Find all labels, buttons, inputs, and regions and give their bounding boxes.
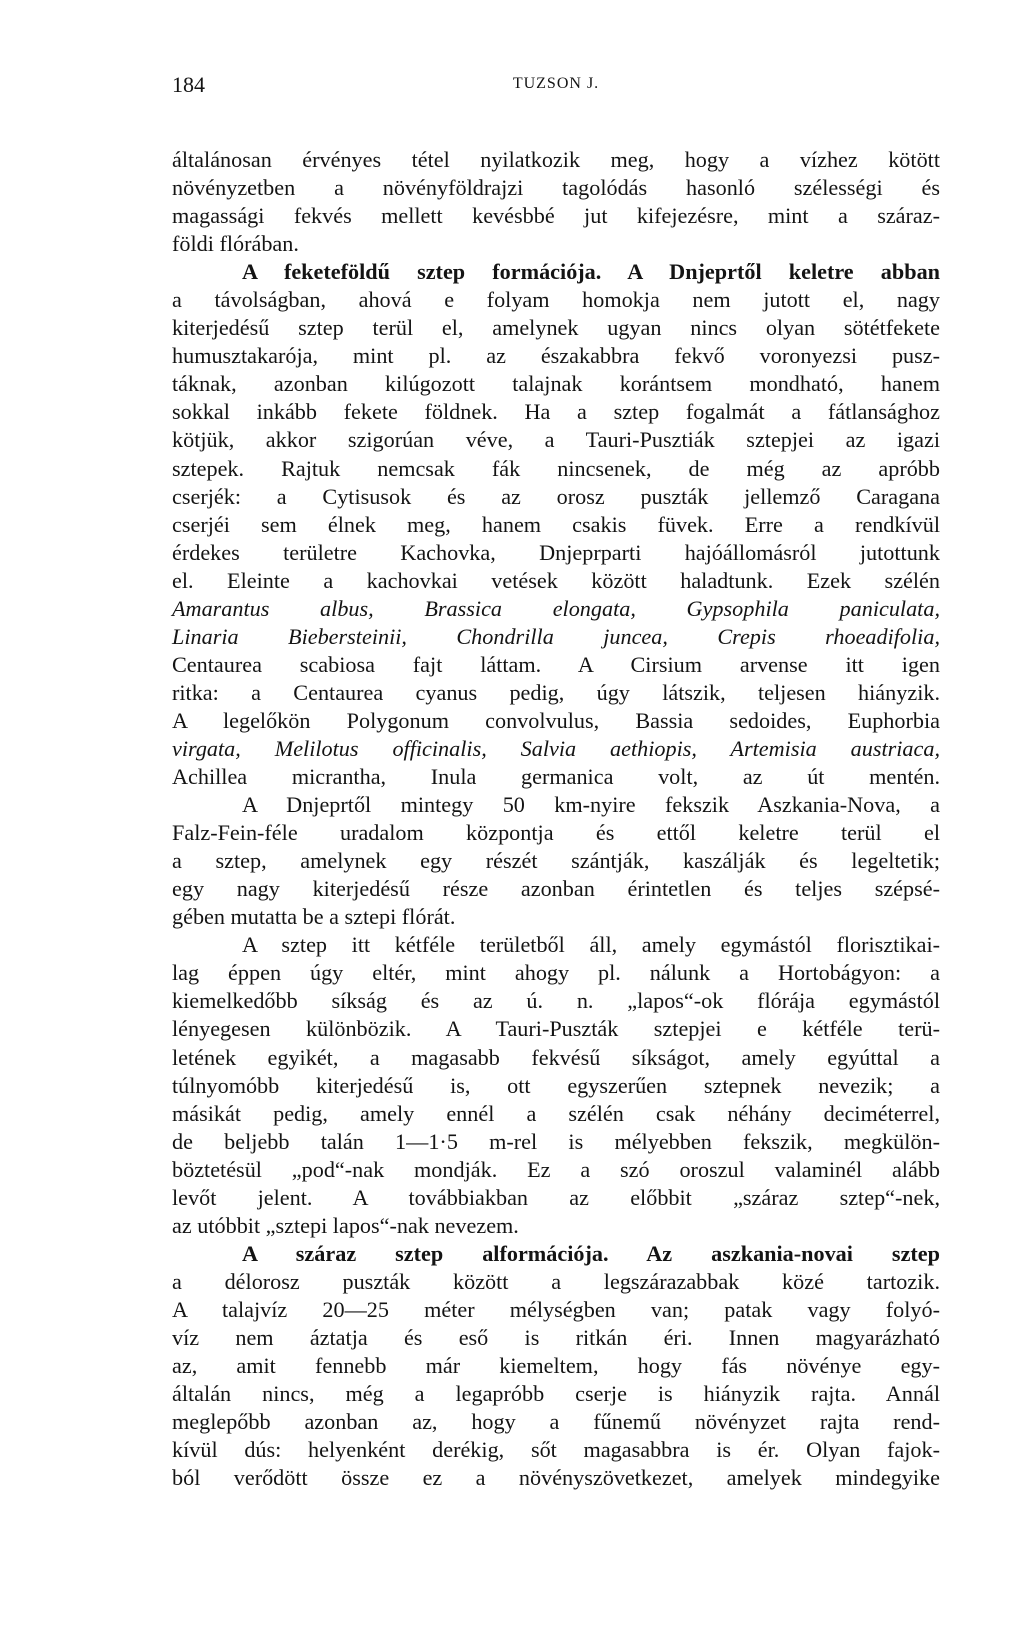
text-line: kívül dús: helyenként derékig, sőt magasabbra is ér. Olyan fajok- [172,1437,940,1463]
text-line: humusztakarója, mint pl. az északabbra fekvő voronyezsi pusz- [172,343,940,369]
text-line: általán nincs, még a legapróbb cserje is hiányzik rajta. Annál [172,1381,940,1407]
text-line: növényzetben a növényföldrajzi tagolódás hasonló szélességi és [172,175,940,201]
section-heading-line: A száraz sztep alformációja. Az aszkania-novai sztep [242,1240,940,1266]
text-line: víz nem áztatja és eső is ritkán éri. Innen magyarázható [172,1324,940,1350]
text-line: virgata, Melilotus officinalis, Salvia aethiopis, Artemisia austriaca, [172,735,940,761]
text-line: gében mutatta be a sztepi flórát. [172,904,456,930]
text-line: ból verődött össze ez a növényszövetkezet, amelyek mindegyike [172,1465,940,1491]
text-line: levőt jelent. A továbbiakban az előbbit „száraz sztep“-nek, [172,1184,940,1210]
text-line: kiemelkedőbb síkság és az ú. n. „lapos“-ok flórája egymástól [172,988,940,1014]
text-line: a sztep, amelynek egy részét szántják, kaszálják és legeltetik; [172,848,940,874]
text-line: az utóbbit „sztepi lapos“-nak nevezem. [172,1212,519,1238]
section-heading-line: A feketeföldű sztep formációja. A Dnjeprtől keletre abban [242,259,940,285]
text-line: de beljebb talán 1—1·5 m-rel is mélyebben fekszik, megkülön- [172,1128,940,1154]
running-head [172,72,940,102]
text-line: A talajvíz 20—25 méter mélységben van; patak vagy folyó- [172,1296,940,1322]
text-line: A Dnjeprtől mintegy 50 km-nyire fekszik Aszkania-Nova, a [242,792,940,818]
text-line: A legelőkön Polygonum convolvulus, Bassia sedoides, Euphorbia [172,707,940,733]
header-author: TUZSON J. [512,75,600,92]
text-line: letének egyikét, a magasabb fekvésű síkságot, amely egyúttal a [172,1044,940,1070]
page-number: 184 [172,72,205,97]
text-line: sokkal inkább fekete földnek. Ha a sztep fogalmát a fátlansághoz [172,399,940,425]
text-line: kiterjedésű sztep terül el, amelynek ugyan nincs olyan sötétfekete [172,315,940,341]
text-line: Amarantus albus, Brassica elongata, Gypsophila paniculata, [172,595,940,621]
text-line: általánosan érvényes tétel nyilatkozik meg, hogy a vízhez kötött [172,147,940,172]
text-line: cserjéi sem élnek meg, hanem csakis füvek. Erre a rendkívül [172,511,940,537]
text-line: túlnyomóbb kiterjedésű is, ott egyszerűen sztepnek nevezik; a [172,1072,940,1098]
text-line: meglepőbb azonban az, hogy a fűnemű növényzet rajta rend- [172,1409,940,1435]
text-line: kötjük, akkor szigorúan véve, a Tauri-Pusztiák sztepjei az igazi [172,427,940,453]
text-line: Centaurea scabiosa fajt láttam. A Cirsium arvense itt igen [172,651,940,677]
text-line: Achillea micrantha, Inula germanica volt, az út mentén. [172,764,940,790]
text-line: az, amit fennebb már kiemeltem, hogy fás növénye egy- [172,1353,940,1379]
text-line: böztetésül „pod“-nak mondják. Ez a szó oroszul valaminél alább [172,1156,940,1182]
text-line: a távolságban, ahová e folyam homokja nem jutott el, nagy [172,287,940,313]
text-line: lag éppen úgy eltér, mint ahogy pl. nálunk a Hortobágyon: a [172,960,940,986]
text-line: ritka: a Centaurea cyanus pedig, úgy látszik, teljesen hiányzik. [172,679,940,705]
text-line: A sztep itt kétféle területből áll, amely egymástól florisztikai- [242,932,940,958]
text-line: Falz-Fein-féle uradalom központja és ettől keletre terül el [172,820,940,846]
text-line: földi flórában. [172,231,299,257]
text-line: érdekes területre Kachovka, Dnjeprparti hajóállomásról jutottunk [172,539,940,565]
text-line: a délorosz puszták között a legszárazabbak közé tartozik. [172,1268,940,1294]
text-line: cserjék: a Cytisusok és az orosz puszták jellemző Caragana [172,483,940,509]
text-line: el. Eleinte a kachovkai vetések között haladtunk. Ezek szélén [172,567,940,593]
text-line: magassági fekvés mellett kevésbbé jut kifejezésre, mint a száraz- [172,203,940,229]
text-line: egy nagy kiterjedésű része azonban érintetlen és teljes szépsé- [172,876,940,902]
text-line: lényegesen különbözik. A Tauri-Puszták sztepjei e kétféle terü- [172,1016,940,1042]
body-text [172,146,940,1492]
text-line: sztepek. Rajtuk nemcsak fák nincsenek, de még az apróbb [172,455,940,481]
text-line: Linaria Biebersteinii, Chondrilla juncea, Crepis rhoeadifolia, [172,623,940,649]
text-line: táknak, azonban kilúgozott talajnak korántsem mondható, hanem [172,371,940,397]
text-line: másikát pedig, amely ennél a szélén csak néhány deciméterrel, [172,1100,940,1126]
